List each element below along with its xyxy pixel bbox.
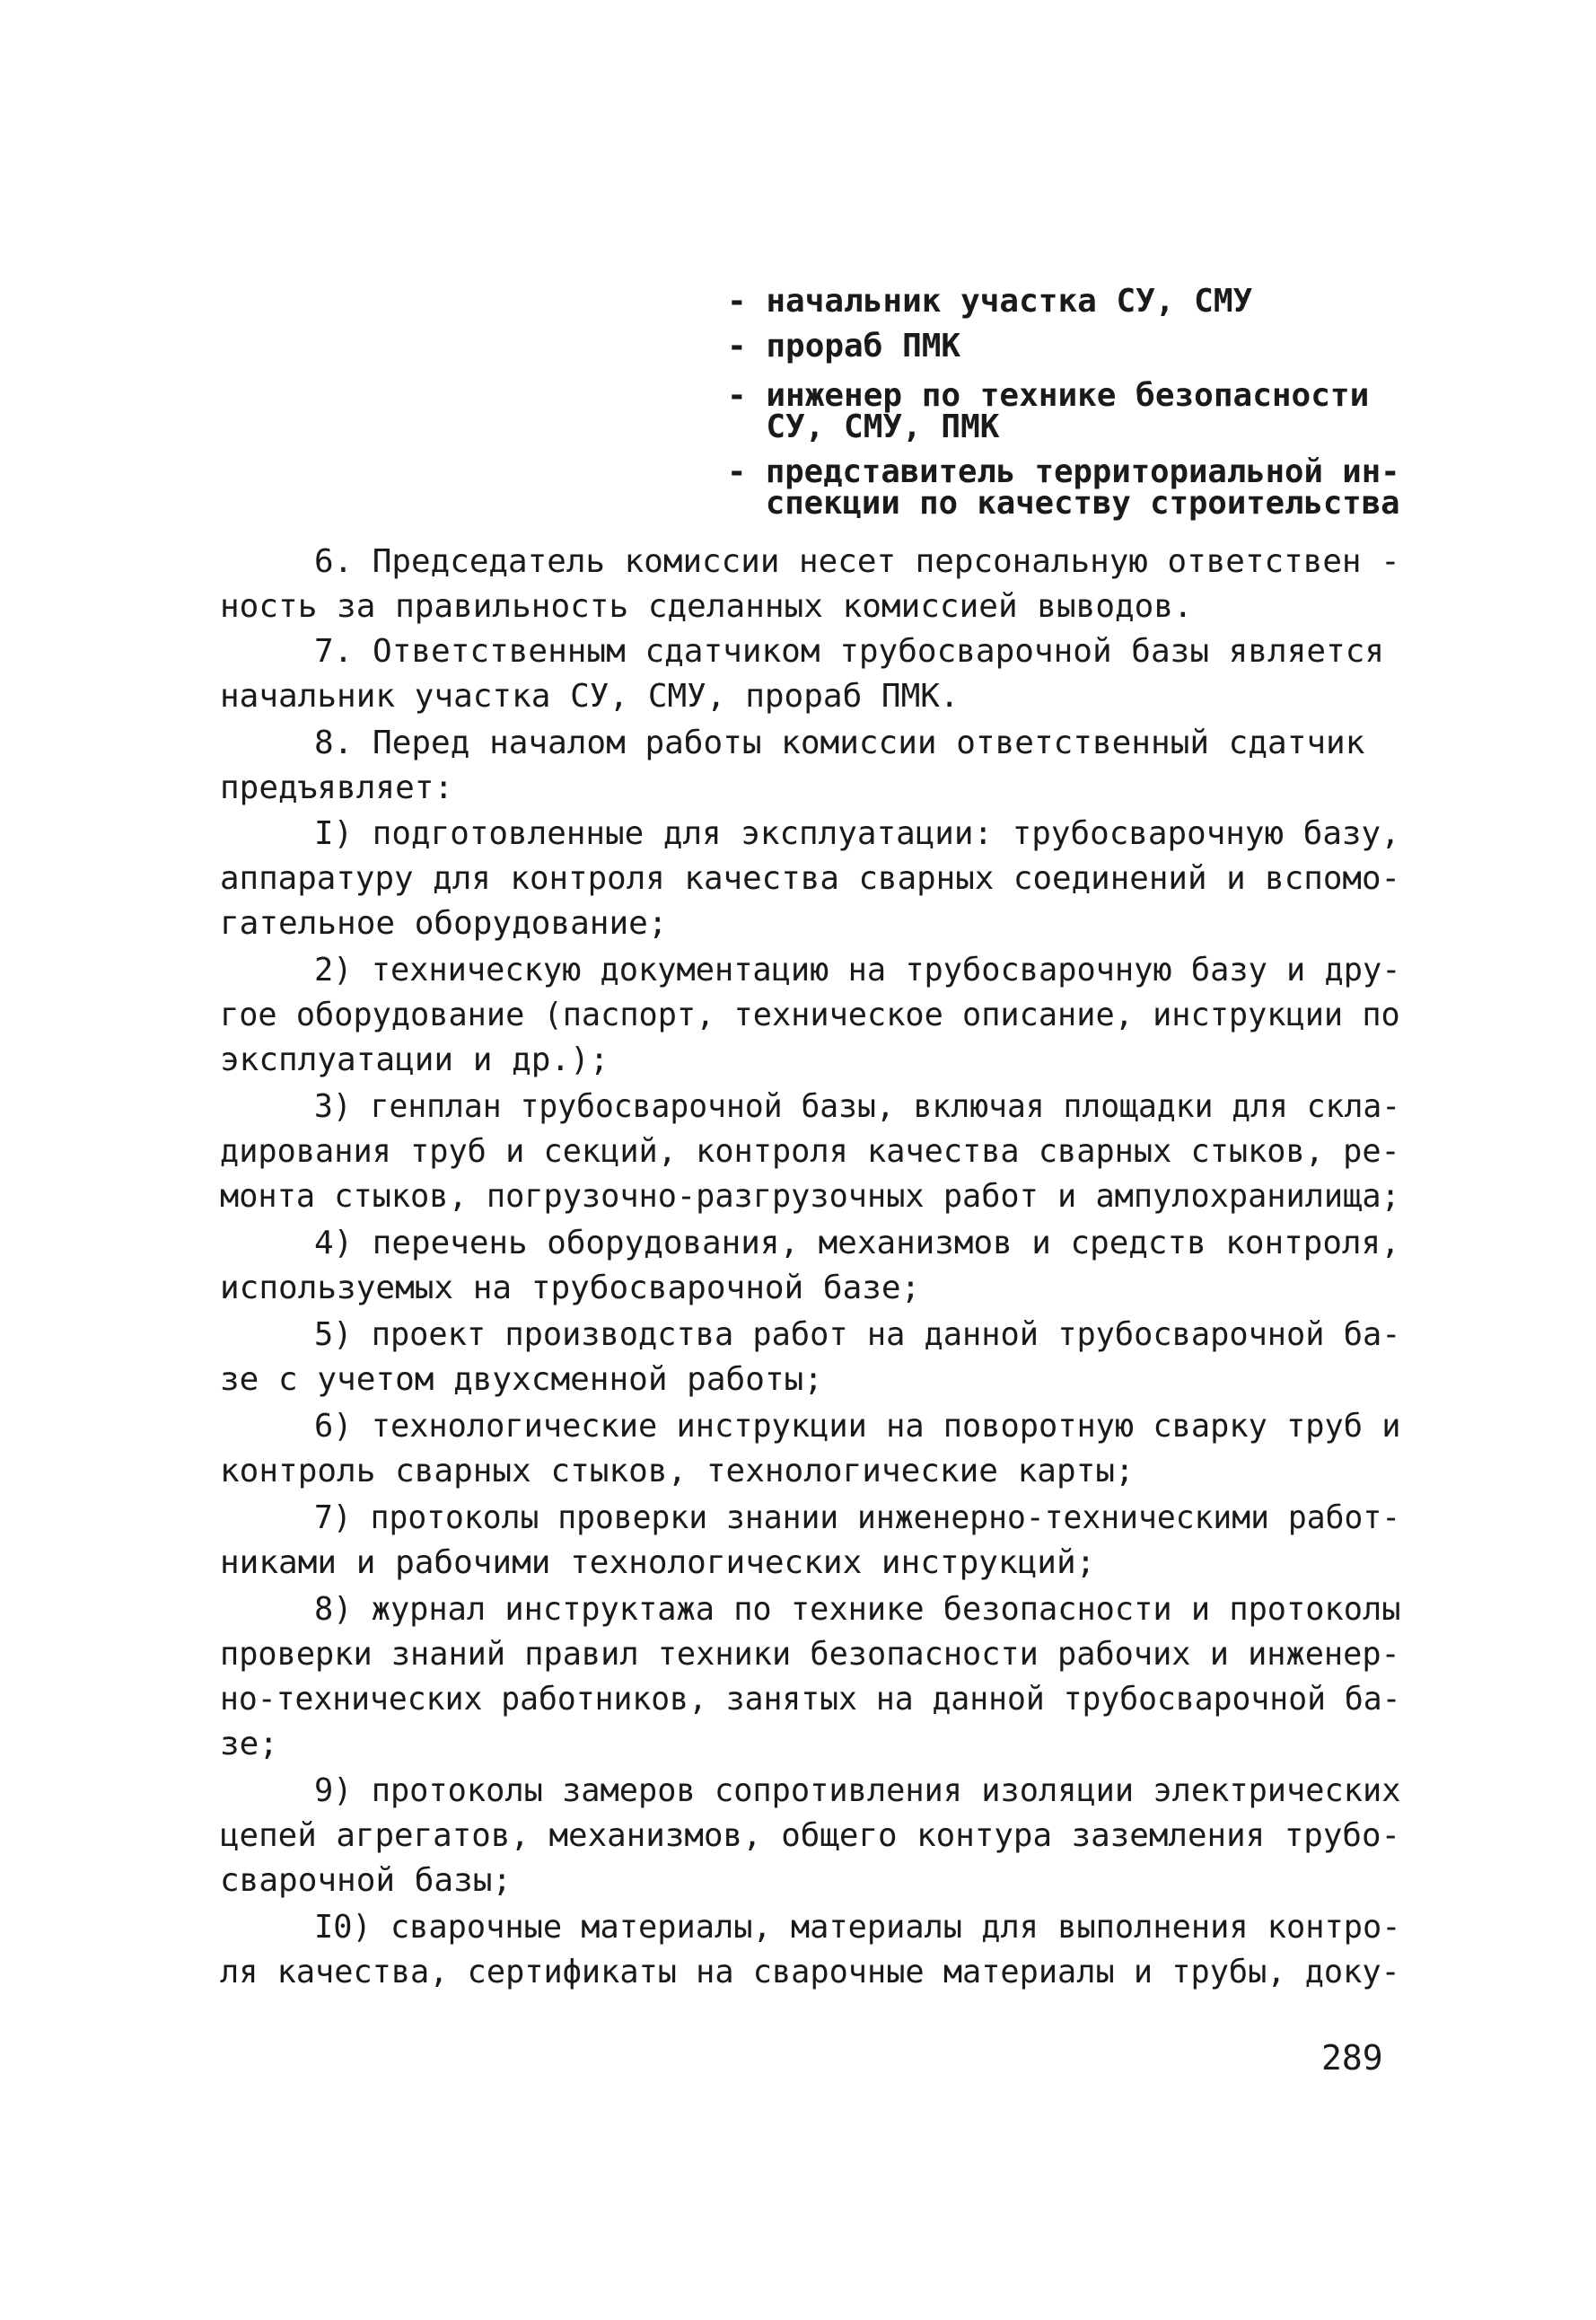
paragraph-line: сварочной базы; [220,1862,513,1899]
paragraph-line: используемых на трубосварочной базе; [220,1270,921,1306]
list-item: - прораб ПМК [727,328,961,365]
list-item: - инженер по технике безопасности [727,377,1370,414]
list-item: СУ, СМУ, ПМК [727,409,1000,445]
paragraph-line: I) подготовленные для эксплуатации: трубосварочную базу, [314,815,1400,852]
paragraph-line: 7. Ответственным сдатчиком трубосварочной базы является [314,633,1385,670]
paragraph-line: начальник участка СУ, СМУ, прораб ПМК. [220,678,960,715]
list-item: спекции по качеству строительства [727,485,1400,522]
paragraph-line: 8. Перед началом работы комиссии ответственный сдатчик [314,725,1365,761]
paragraph-line: ность за правильность сделанных комиссией выводов. [220,588,1193,625]
paragraph-line: никами и рабочими технологических инструкций; [220,1544,1096,1581]
paragraph-line: проверки знаний правил техники безопасности рабочих и инженер- [220,1636,1400,1673]
paragraph-line: цепей агрегатов, механизмов, общего контура заземления трубо- [220,1817,1401,1854]
page-number: 289 [1321,2038,1383,2078]
paragraph-line: 7) протоколы проверки знании инженерно-техническими работ- [314,1499,1401,1536]
paragraph-line: 2) техническую документацию на трубосварочную базу и дру- [314,952,1401,989]
paragraph-line: ля качества, сертификаты на сварочные материалы и трубы, доку- [220,1954,1400,1990]
list-item: - начальник участка СУ, СМУ [727,283,1253,320]
list-item: - представитель территориальной ин- [727,453,1400,490]
paragraph-line: гое оборудование (паспорт, техническое описание, инструкции по [220,997,1400,1033]
paragraph-line: гательное оборудование; [220,905,668,942]
paragraph-line: 8) журнал инструктажа по технике безопасности и протоколы [314,1591,1401,1628]
paragraph-line: 3) генплан трубосварочной базы, включая площадки для скла- [314,1088,1401,1125]
paragraph-line: предъявляет: [220,769,454,806]
paragraph-line: 9) протоколы замеров сопротивления изоляции электрических [314,1772,1401,1809]
paragraph-line: дирования труб и секций, контроля качества сварных стыков, ре- [220,1133,1400,1170]
paragraph-line: 6) технологические инструкции на поворотную сварку труб и [314,1408,1401,1445]
paragraph-line: 5) проект производства работ на данной трубосварочной ба- [314,1316,1401,1353]
paragraph-line: эксплуатации и др.); [220,1041,609,1078]
paragraph-line: I0) сварочные материалы, материалы для выполнения контро- [314,1909,1401,1946]
paragraph-line: контроль сварных стыков, технологические карты; [220,1453,1135,1490]
paragraph-line: зе с учетом двухсменной работы; [220,1361,823,1398]
paragraph-line: монта стыков, погрузочно-разгрузочных работ и ампулохранилища; [220,1178,1400,1215]
paragraph-line: 6. Председатель комиссии несет персональную ответствен - [314,543,1400,580]
paragraph-line: аппаратуру для контроля качества сварных соединений и вспомо- [220,860,1401,897]
paragraph-line: 4) перечень оборудования, механизмов и средств контроля, [314,1225,1400,1261]
paragraph-line: но-технических работников, занятых на данной трубосварочной ба- [220,1681,1401,1718]
paragraph-line: зе; [220,1726,279,1762]
